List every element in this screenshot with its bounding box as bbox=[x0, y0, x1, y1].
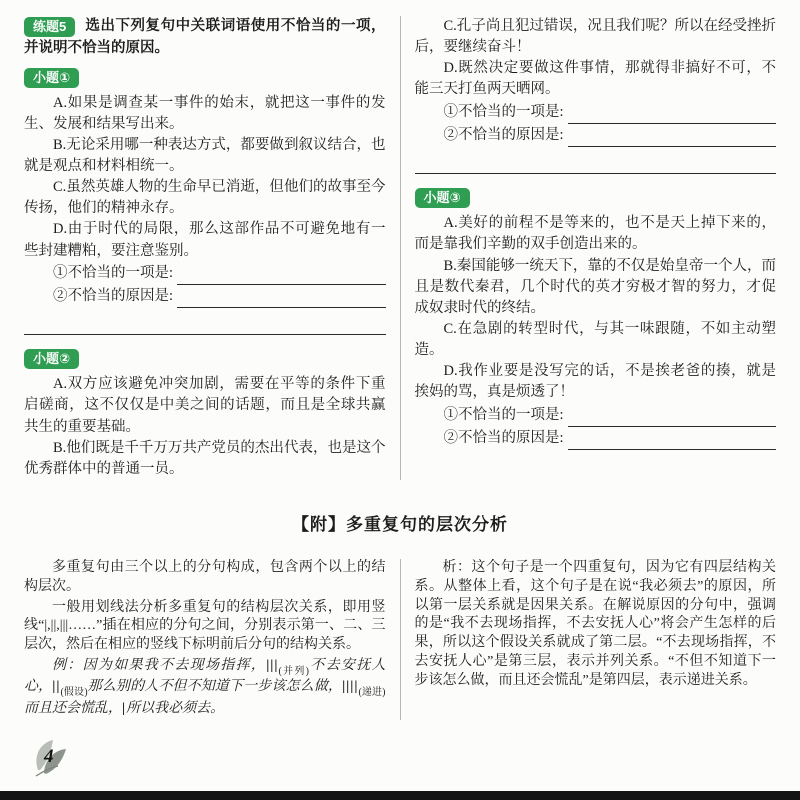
appendix-columns bbox=[24, 559, 776, 720]
sub2-badge-row bbox=[24, 349, 386, 369]
answer-continuation-line bbox=[24, 308, 386, 335]
answer-label: ②不恰当的原因是: bbox=[443, 126, 564, 143]
sub1-answer-reason bbox=[24, 285, 386, 308]
page-footer bbox=[28, 736, 98, 784]
column-left-bottom bbox=[24, 559, 386, 720]
exercise-badge: 练题5 bbox=[24, 17, 75, 37]
column-left-top bbox=[24, 16, 386, 480]
relation-label: (并列) bbox=[278, 665, 309, 677]
relation-label: (假设) bbox=[60, 687, 88, 699]
answer-continuation-line bbox=[415, 147, 777, 174]
sub2-badge: 小题② bbox=[24, 349, 79, 369]
sub3-badge: 小题③ bbox=[415, 188, 470, 208]
sub3-option-d: D.我作业要是没写完的话，不是挨老爸的揍，就是挨妈的骂，真是烦透了！ bbox=[414, 363, 776, 401]
level-bars: | bbox=[122, 700, 127, 716]
level-bars: |||| bbox=[342, 679, 359, 695]
page-number: 4 bbox=[44, 746, 54, 767]
answer-blank bbox=[568, 131, 776, 147]
example-text: 不去安抚人心， bbox=[24, 657, 386, 695]
sub3-option-b: B.秦国能够一统天下，靠的不仅是始皇帝一个人，而且是数代秦君，几个时代的英才穷极才智的努力，才促成奴隶时代的终结。 bbox=[414, 257, 776, 316]
appendix-paragraph-1: 多重复句由三个以上的分句构成，包含两个以上的结构层次。 bbox=[24, 560, 386, 594]
exercise-intro-text: 选出下列复句中关联词语使用不恰当的一项，并说明不恰当的原因。 bbox=[24, 18, 386, 56]
example-paragraph bbox=[24, 657, 386, 719]
sub1-badge-row bbox=[24, 68, 386, 88]
example-text: 那么别的人不但不知道下一步该怎么做， bbox=[87, 679, 343, 695]
sub3-answer-item bbox=[415, 404, 777, 427]
example-text: 所以我必须去。 bbox=[126, 700, 225, 716]
answer-blank bbox=[568, 411, 776, 427]
answer-label: ①不恰当的一项是: bbox=[443, 103, 564, 120]
answer-blank bbox=[568, 108, 776, 124]
sub2-answer-item bbox=[415, 101, 777, 124]
answer-label: ①不恰当的一项是: bbox=[443, 406, 564, 423]
answer-blank bbox=[568, 434, 776, 450]
example-text: 而且还会慌乱， bbox=[24, 700, 122, 716]
column-right-top bbox=[415, 16, 777, 480]
sub1-badge: 小题① bbox=[24, 68, 79, 88]
sub3-badge-row bbox=[415, 188, 777, 208]
bottom-border-bar bbox=[0, 791, 800, 800]
exercise-columns bbox=[24, 16, 776, 480]
answer-blank bbox=[177, 292, 385, 308]
appendix-title: 【附】多重复句的层次分析 bbox=[292, 515, 508, 535]
answer-blank bbox=[177, 269, 385, 285]
answer-label: ①不恰当的一项是: bbox=[53, 264, 174, 281]
sub1-option-d: D.由于时代的局限，那么这部作品不可避免地有一些封建糟粕，要注意鉴别。 bbox=[24, 221, 386, 259]
sub2-option-c: C.孔子尚且犯过错误，况且我们呢？所以在经受挫折后，要继续奋斗！ bbox=[414, 18, 776, 56]
sub2-option-b: B.他们既是千千万万共产党员的杰出代表，也是这个优秀群体中的普通一员。 bbox=[24, 439, 386, 477]
sub1-option-b: B.无论采用哪一种表达方式，都要做到叙议结合，也就是观点和材料相统一。 bbox=[24, 136, 386, 174]
level-bars: || bbox=[52, 679, 61, 695]
appendix-paragraph-2: 一般用划线法分析多重复句的结构层次关系，即用竖线“|,||,|||……”插在相应的分句之间，分别表示第一、二、三层次，然后在相应的竖线下标明前后分句的结构关系。 bbox=[24, 599, 386, 653]
relation-label: (递进) bbox=[358, 687, 386, 699]
sub1-option-a: A.如果是调查某一事件的始末，就把这一事件的发生、发展和结果写出来。 bbox=[24, 94, 386, 132]
column-divider-bottom bbox=[400, 559, 401, 720]
sub1-answer-item bbox=[24, 262, 386, 285]
example-text: 例：因为如果我不去现场指挥， bbox=[52, 657, 267, 673]
column-right-bottom bbox=[415, 559, 777, 720]
sub2-option-a: A.双方应该避免冲突加剧，需要在平等的条件下重启磋商，这不仅仅是中美之间的话题，而且是全球共赢共生的重要基础。 bbox=[24, 376, 386, 435]
level-bars: ||| bbox=[266, 657, 279, 673]
sub3-option-a: A.美好的前程不是等来的，也不是天上掉下来的，而是靠我们辛勤的双手创造出来的。 bbox=[414, 215, 776, 253]
sub2-answer-reason bbox=[415, 124, 777, 147]
sub3-answer-reason bbox=[415, 427, 777, 450]
sub3-option-c: C.在急剧的转型时代，与其一味跟随，不如主动塑造。 bbox=[414, 320, 776, 359]
sub2-option-d: D.既然决定要做这件事情，那就得非搞好不可，不能三天打鱼两天晒网。 bbox=[414, 60, 776, 98]
answer-label: ②不恰当的原因是: bbox=[53, 287, 174, 304]
sub1-option-c: C.虽然英雄人物的生命早已消逝，但他们的故事至今传扬，他们的精神永存。 bbox=[24, 179, 386, 217]
column-divider-top bbox=[400, 16, 401, 480]
answer-label: ②不恰当的原因是: bbox=[443, 429, 564, 446]
exercise-intro bbox=[24, 16, 386, 60]
appendix-analysis: 析：这个句子是一个四重复句，因为它有四层结构关系。从整体上看，这个句子是在说“我必须去”的原因，所以第一层关系就是因果关系。在解说原因的分句中，强调的是“我不去现场指挥，不去安抚人心”将会产生怎样的后果，所以这个假设关系就成了第二层。“不去现场指挥，不去安抚人心”是第三层，表示并列关系。“不但不知道下一步该怎么做，而且还会慌乱”是第四层，表示递进关系。 bbox=[414, 560, 776, 688]
